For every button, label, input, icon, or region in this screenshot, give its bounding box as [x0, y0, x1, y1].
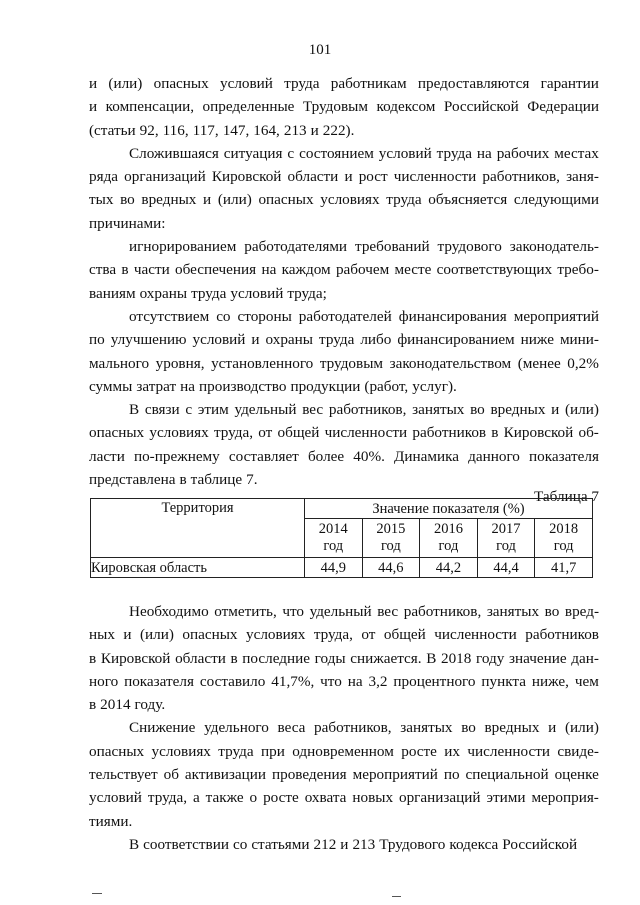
word: на	[261, 261, 277, 279]
word: в	[179, 471, 187, 489]
word: объясняется	[428, 191, 508, 209]
text-line	[89, 258, 599, 281]
word: Российской	[502, 835, 578, 853]
word: условий	[219, 75, 273, 92]
word: веса	[277, 719, 306, 737]
year-label: 2015	[376, 521, 406, 537]
word: Динамика	[394, 447, 460, 465]
word: в	[121, 261, 129, 279]
word: условиях	[149, 424, 209, 442]
word: и	[548, 719, 557, 737]
word: новых	[352, 789, 394, 807]
word: 222).	[322, 121, 355, 139]
word: охраны	[139, 284, 188, 302]
word: составляет	[228, 447, 299, 465]
text-line	[89, 352, 599, 375]
word: Кировской	[211, 168, 282, 186]
text-line	[89, 398, 599, 421]
word: 40%.	[353, 447, 385, 465]
value-cell: 44,4	[477, 558, 535, 578]
word: занятых	[486, 603, 540, 620]
word: вредных	[141, 191, 197, 209]
word: вес	[302, 401, 324, 419]
value-cell: 44,2	[420, 558, 478, 578]
word: В	[129, 835, 140, 853]
word: показателя	[529, 447, 599, 465]
word: мероприя-	[531, 789, 599, 807]
word: охвата	[304, 789, 347, 807]
word: труда,	[147, 789, 187, 807]
word: 164,	[253, 121, 280, 139]
word: 147,	[222, 121, 250, 139]
word: также	[205, 789, 244, 807]
word: вред-	[564, 603, 599, 620]
word: и	[123, 626, 132, 644]
text-line	[89, 693, 599, 716]
word: свиде-	[557, 742, 599, 760]
word: В	[129, 401, 140, 419]
word: 92,	[139, 121, 159, 139]
word: гарантии	[540, 75, 599, 92]
text-line	[89, 328, 599, 351]
word: Кировской	[100, 649, 171, 667]
word: опасных	[182, 626, 238, 644]
word: их	[444, 742, 461, 760]
word: годы	[314, 649, 346, 667]
year-label: 2016	[433, 521, 463, 537]
word: соответствующих	[436, 261, 553, 279]
word: финансированием	[397, 331, 515, 349]
word: производство	[199, 377, 287, 395]
word: специальной	[465, 766, 549, 784]
word: кодексом	[376, 98, 436, 116]
word: работникам	[330, 75, 407, 92]
word: одновременном	[292, 742, 394, 760]
word: от	[258, 424, 273, 442]
word: 41,7%,	[271, 672, 315, 690]
word: и	[310, 121, 319, 139]
word: работников	[525, 626, 599, 644]
word: последние	[242, 649, 310, 667]
word: проведения	[271, 766, 347, 784]
year-label: 2014	[318, 521, 348, 537]
year-header-2017	[477, 519, 535, 558]
word: по	[443, 766, 460, 784]
word: условий	[192, 331, 246, 349]
word: общей	[383, 626, 426, 644]
word: (или)	[564, 719, 599, 737]
word: мероприятий	[352, 766, 438, 784]
text-line	[89, 716, 599, 739]
text-line	[89, 119, 599, 142]
word: продукции	[290, 377, 361, 395]
word: финансирования	[398, 307, 507, 325]
word: удельного	[204, 719, 269, 737]
word: тиями.	[89, 812, 133, 830]
text-line	[89, 142, 599, 165]
word: удельный	[234, 401, 297, 419]
year-suffix: год	[380, 538, 401, 554]
word: уровня,	[155, 354, 205, 372]
word: труда	[218, 742, 254, 760]
word: этим	[197, 401, 229, 419]
word: чем	[574, 672, 599, 690]
word: на	[476, 144, 492, 162]
word: процентного	[393, 672, 476, 690]
word: со	[216, 307, 231, 325]
text-line	[89, 600, 599, 623]
word: и	[89, 98, 98, 116]
text-line	[89, 165, 599, 188]
word: Необходимо	[129, 603, 209, 620]
word: ных	[89, 626, 115, 644]
word: численности	[434, 626, 517, 644]
word: общей	[277, 424, 320, 442]
word: 116,	[162, 121, 189, 139]
word: мероприятий	[513, 307, 599, 325]
year-header-2014	[304, 519, 362, 558]
table-row	[91, 558, 593, 578]
word: В	[426, 649, 437, 667]
word: на	[347, 672, 363, 690]
word: от	[361, 626, 376, 644]
word: году.	[134, 696, 166, 714]
word: более	[307, 447, 345, 465]
text-line	[89, 763, 599, 786]
word: охраны	[265, 331, 314, 349]
word: заня-	[566, 168, 599, 186]
word: условий	[378, 144, 432, 162]
word: с	[287, 144, 295, 162]
word: тельствует	[89, 766, 158, 784]
word: соответствии	[143, 835, 229, 853]
word: затрат	[136, 377, 177, 395]
word: опасных	[89, 424, 145, 442]
year-header-2016	[420, 519, 478, 558]
word: работников,	[403, 603, 482, 620]
word: требо-	[557, 261, 599, 279]
word: работодателей	[298, 307, 392, 325]
word: области	[287, 168, 339, 186]
value-header: Значение показателя (%)	[304, 499, 592, 519]
text-line	[89, 375, 599, 398]
scan-mark-right	[392, 896, 401, 897]
word: ства	[89, 261, 117, 279]
word: либо	[360, 331, 392, 349]
text-line	[89, 188, 599, 211]
territory-header: Территория	[91, 499, 305, 558]
text-line	[89, 235, 599, 258]
word: занятых	[400, 719, 453, 737]
word: вредных	[484, 719, 540, 737]
word: 0,2%	[567, 354, 599, 372]
word: причинами:	[89, 214, 166, 232]
word: части	[133, 261, 170, 279]
word: организаций	[398, 789, 481, 807]
text-line	[89, 212, 599, 235]
word: 117,	[192, 121, 219, 139]
territory-cell: Кировская область	[91, 558, 305, 578]
word: области	[175, 649, 226, 667]
value-cell: 44,6	[362, 558, 420, 578]
word: суммы	[89, 377, 133, 395]
word: ного	[89, 672, 119, 690]
year-suffix: год	[496, 538, 516, 554]
word: росте	[401, 742, 437, 760]
word: мини-	[559, 331, 599, 349]
word: представлена	[89, 471, 176, 489]
word: Сложившаяся	[129, 144, 219, 162]
word: игнорированием	[129, 238, 237, 256]
word: компенсации,	[105, 98, 195, 116]
text-line	[89, 445, 599, 468]
word: опасных	[153, 75, 209, 92]
word: в	[89, 696, 97, 714]
word: связи	[144, 401, 180, 419]
word: во	[544, 603, 560, 620]
word: что	[320, 672, 342, 690]
word: в	[89, 649, 97, 667]
word: мального	[89, 354, 150, 372]
word: (работ,	[364, 377, 409, 395]
text-line	[89, 95, 599, 118]
word: со	[232, 835, 248, 853]
word: оценке	[554, 766, 599, 784]
word: об-	[578, 424, 599, 442]
word: 213	[283, 121, 307, 139]
word: трудового	[437, 238, 502, 256]
word: условий	[89, 789, 142, 807]
word: улучшению	[110, 331, 187, 349]
word: следующими	[513, 191, 599, 209]
word: ряда	[89, 168, 119, 186]
word: во	[461, 719, 476, 737]
word: опасных	[89, 742, 145, 760]
word: труда	[319, 331, 355, 349]
page-number: 101	[308, 42, 332, 58]
word: численности	[324, 424, 408, 442]
word: (или)	[139, 626, 174, 644]
word: вес	[377, 603, 399, 620]
word: требований	[355, 238, 430, 256]
word: ласти	[89, 447, 125, 465]
word: рост	[358, 168, 388, 186]
word: Федерации	[527, 98, 599, 116]
year-label: 2018	[549, 521, 579, 537]
word: ниже	[520, 331, 554, 349]
word: в	[230, 649, 238, 667]
word: обеспечения	[175, 261, 257, 279]
text-block-bottom	[89, 600, 599, 856]
word: активизации	[184, 766, 267, 784]
text-line	[89, 623, 599, 646]
word: 212	[313, 835, 337, 853]
word: показателя	[124, 672, 194, 690]
word: Кировской	[503, 424, 574, 442]
word: работников,	[328, 401, 407, 419]
word: определенные	[202, 98, 295, 116]
word: по-прежнему	[133, 447, 220, 465]
word: кодекса	[449, 835, 499, 853]
text-line	[89, 72, 599, 95]
word: ситуация	[223, 144, 283, 162]
text-line	[89, 282, 599, 305]
word: данного	[468, 447, 520, 465]
word: Трудовым	[302, 98, 368, 116]
word: занятых	[412, 401, 465, 419]
year-suffix: год	[323, 538, 344, 554]
word: условиях	[245, 626, 306, 644]
word: (или)	[565, 401, 599, 419]
word: условиях	[320, 191, 380, 209]
word: работодателями	[244, 238, 348, 256]
word: с	[185, 401, 193, 419]
word: условий	[230, 284, 284, 302]
year-suffix: год	[438, 538, 459, 554]
word: труда	[191, 284, 227, 302]
text-line	[89, 786, 599, 809]
word: работников,	[482, 168, 560, 186]
word: условиях	[151, 742, 211, 760]
word: (или)	[217, 191, 252, 209]
word: работников	[412, 424, 487, 442]
word: и	[251, 331, 260, 349]
word: (менее	[517, 354, 561, 372]
word: составило	[199, 672, 266, 690]
word: труда	[284, 75, 320, 92]
word: отметить,	[214, 603, 277, 620]
text-line	[89, 421, 599, 444]
word: ниже,	[531, 672, 569, 690]
word: году	[475, 649, 505, 667]
word: законодательством	[389, 354, 512, 372]
word: и	[344, 168, 353, 186]
word: установленного	[211, 354, 314, 372]
word: в	[491, 424, 499, 442]
value-cell: 41,7	[535, 558, 593, 578]
word: рабочем	[335, 261, 390, 279]
text-line	[89, 670, 599, 693]
word: рабочих	[496, 144, 550, 162]
word: росте	[263, 789, 299, 807]
word: трудовым	[319, 354, 384, 372]
word: и	[89, 75, 98, 92]
text-block-top	[89, 72, 599, 491]
year-suffix: год	[553, 538, 574, 554]
text-line	[89, 305, 599, 328]
word: при	[260, 742, 285, 760]
word: о	[249, 789, 258, 807]
word: услуг).	[412, 377, 457, 395]
word: (или)	[108, 75, 143, 92]
word: по	[89, 331, 105, 349]
word: пункта	[481, 672, 526, 690]
word: во	[470, 401, 485, 419]
word: снижается.	[350, 649, 422, 667]
word: труда;	[287, 284, 327, 302]
word: и	[551, 401, 560, 419]
word: месте	[394, 261, 432, 279]
word: вредных	[490, 401, 546, 419]
word: об	[163, 766, 179, 784]
word: и	[203, 191, 212, 209]
word: дан-	[571, 649, 599, 667]
word: на	[180, 377, 195, 395]
text-line	[89, 833, 599, 856]
word: статьями	[251, 835, 310, 853]
word: труда,	[313, 626, 353, 644]
word: законодатель-	[509, 238, 599, 256]
word: организаций	[124, 168, 206, 186]
text-line	[89, 647, 599, 670]
word: отсутствием	[129, 307, 210, 325]
word: 213	[352, 835, 376, 853]
word: что	[282, 603, 304, 620]
word: 3,2	[368, 672, 388, 690]
word: опасных	[258, 191, 314, 209]
word: и	[340, 835, 349, 853]
word: во	[120, 191, 135, 209]
word: численности	[393, 168, 477, 186]
word: этими	[486, 789, 526, 807]
word: состоянием	[299, 144, 374, 162]
word: численности	[467, 742, 550, 760]
word: тых	[89, 191, 114, 209]
scan-mark-left	[92, 893, 102, 894]
word: труда	[386, 191, 422, 209]
year-header-2015	[362, 519, 420, 558]
word: Трудового	[379, 835, 446, 853]
word: 2014	[100, 696, 131, 714]
word: каждом	[281, 261, 331, 279]
word: таблице	[190, 471, 243, 489]
text-line	[89, 740, 599, 763]
word: труда	[436, 144, 472, 162]
word: удельный	[309, 603, 372, 620]
word: 2018	[440, 649, 472, 667]
value-cell: 44,9	[304, 558, 362, 578]
word: местах	[554, 144, 599, 162]
table-caption: Таблица 7	[534, 488, 599, 505]
word: значение	[508, 649, 567, 667]
word: предоставляются	[417, 75, 530, 92]
word: (статьи	[89, 121, 136, 139]
word: Снижение	[129, 719, 196, 737]
year-header-2018	[535, 519, 593, 558]
year-label: 2017	[491, 521, 521, 537]
word: ваниям	[89, 284, 136, 302]
word: труда,	[213, 424, 254, 442]
word: работников,	[314, 719, 392, 737]
indicator-table	[90, 498, 593, 578]
word: Российской	[443, 98, 519, 116]
word: а	[192, 789, 200, 807]
text-line	[89, 810, 599, 833]
word: 7.	[246, 471, 258, 489]
word: стороны	[237, 307, 292, 325]
